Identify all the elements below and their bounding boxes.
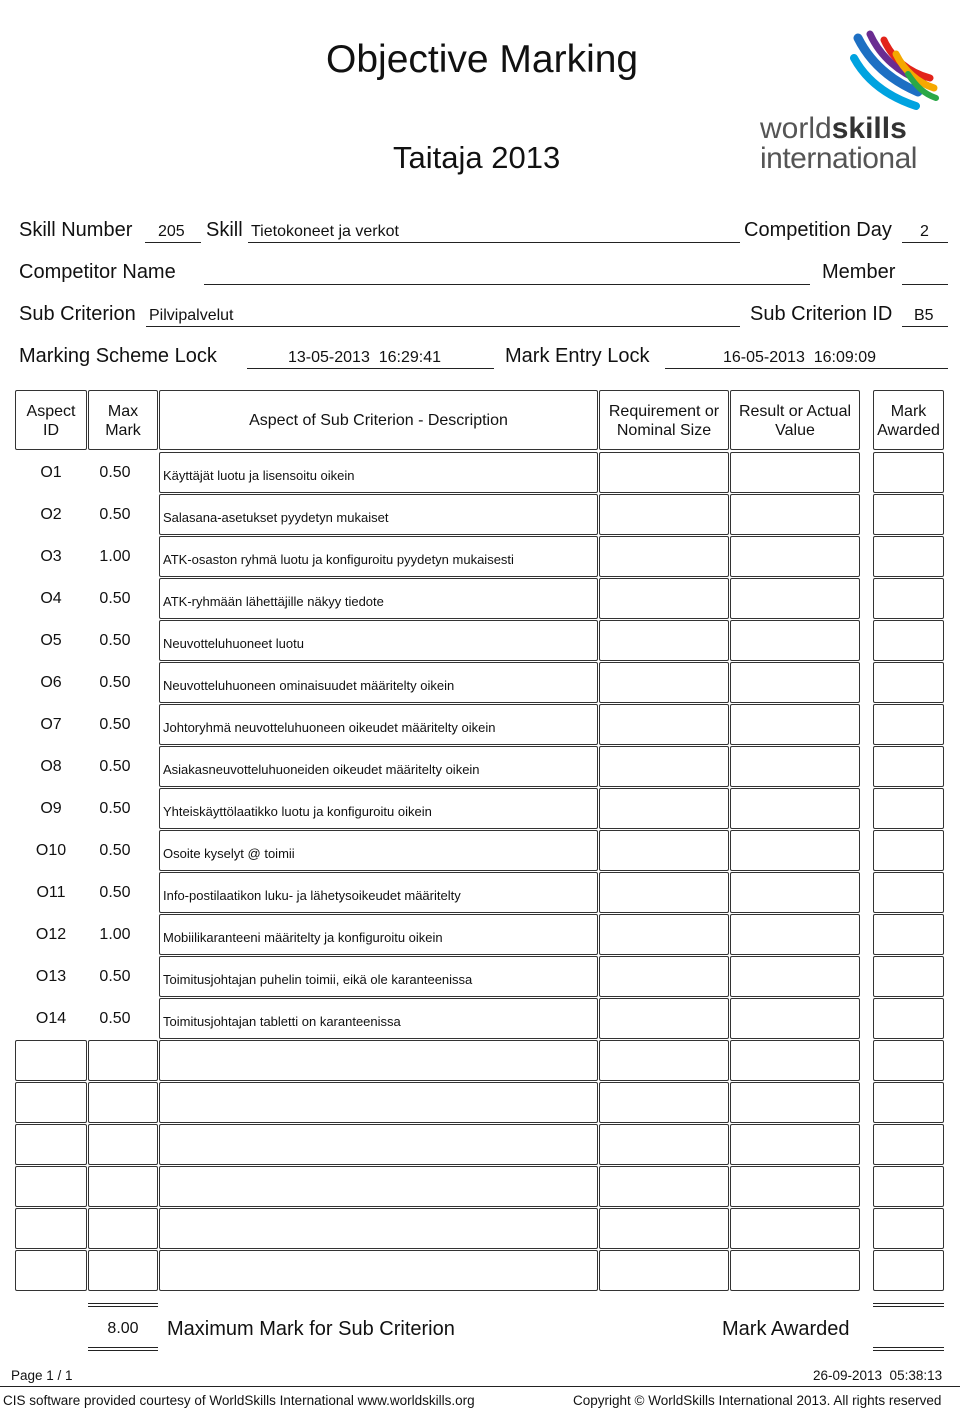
max-mark: 0.50 [99, 884, 131, 901]
aspect-description: ATK-osaston ryhmä luotu ja konfiguroitu pyydetyn mukaisesti [163, 552, 514, 567]
result-cell[interactable] [730, 662, 860, 703]
logo-word-skills: skills [831, 112, 907, 145]
max-mark: 0.50 [99, 800, 131, 817]
print-timestamp: 26-09-2013 05:38:13 [813, 1368, 943, 1383]
courtesy-text: CIS software provided courtesy of WorldSkills International www.worldskills.org [3, 1393, 475, 1408]
worldskills-logo [758, 28, 948, 178]
awarded-cell[interactable] [873, 1208, 944, 1249]
awarded-cell[interactable] [873, 872, 944, 913]
description-cell [159, 1082, 598, 1123]
copyright-text: Copyright © WorldSkills International 2013. All rights reserved [573, 1393, 942, 1408]
aspect-description: Salasana-asetukset pyydetyn mukaiset [163, 510, 389, 525]
requirement-cell[interactable] [599, 788, 729, 829]
aspect-id: O10 [35, 842, 67, 859]
requirement-cell[interactable] [599, 830, 729, 871]
max-mark: 0.50 [99, 758, 131, 775]
awarded-cell[interactable] [873, 998, 944, 1039]
skill-name-value[interactable]: Tietokoneet ja verkot [251, 223, 399, 240]
max-mark: 0.50 [99, 842, 131, 859]
max-mark-cell [88, 1166, 158, 1207]
aspect-id-cell [15, 1208, 87, 1249]
result-cell[interactable] [730, 998, 860, 1039]
requirement-cell[interactable] [599, 1040, 729, 1081]
logo-word-international: international [760, 142, 917, 175]
result-cell[interactable] [730, 746, 860, 787]
awarded-total-rule-bottom [873, 1347, 944, 1351]
mark-entry-lock-underline [665, 368, 948, 369]
aspect-id: O8 [40, 758, 62, 775]
result-cell[interactable] [730, 872, 860, 913]
max-mark: 0.50 [99, 464, 131, 481]
awarded-cell[interactable] [873, 662, 944, 703]
requirement-cell[interactable] [599, 704, 729, 745]
awarded-cell[interactable] [873, 956, 944, 997]
awarded-cell[interactable] [873, 578, 944, 619]
aspect-id-cell [15, 1040, 87, 1081]
result-cell[interactable] [730, 956, 860, 997]
aspect-id: O7 [40, 716, 62, 733]
result-cell[interactable] [730, 1208, 860, 1249]
col-awarded-header: Mark Awarded [877, 403, 940, 439]
max-mark: 0.50 [99, 506, 131, 523]
max-mark-cell [88, 1124, 158, 1165]
aspect-id: O9 [40, 800, 62, 817]
max-mark: 1.00 [99, 926, 131, 943]
result-cell[interactable] [730, 620, 860, 661]
sub-criterion-underline [146, 326, 740, 327]
col-description-header: Aspect of Sub Criterion - Description [249, 412, 508, 429]
max-mark: 0.50 [99, 1010, 131, 1027]
result-cell[interactable] [730, 494, 860, 535]
mark-awarded-total[interactable] [873, 1312, 944, 1342]
marking-scheme-lock-label: Marking Scheme Lock [19, 345, 217, 367]
aspect-id: O6 [40, 674, 62, 691]
result-cell[interactable] [730, 1040, 860, 1081]
logo-swoosh-icon [758, 28, 948, 118]
aspect-id: O1 [40, 464, 62, 481]
awarded-cell[interactable] [873, 1166, 944, 1207]
aspect-id: O11 [36, 884, 66, 901]
requirement-cell[interactable] [599, 956, 729, 997]
result-cell[interactable] [730, 452, 860, 493]
awarded-cell[interactable] [873, 746, 944, 787]
aspect-description: Yhteiskäyttölaatikko luotu ja konfiguroitu oikein [163, 804, 432, 819]
sub-criterion-label: Sub Criterion [19, 303, 136, 325]
sub-criterion-id-underline [902, 326, 948, 327]
requirement-cell[interactable] [599, 872, 729, 913]
max-mark: 0.50 [99, 632, 131, 649]
requirement-cell[interactable] [599, 536, 729, 577]
sub-criterion-id-value[interactable]: B5 [914, 307, 934, 324]
aspect-description: ATK-ryhmään lähettäjille näkyy tiedote [163, 594, 384, 609]
result-cell[interactable] [730, 536, 860, 577]
requirement-cell[interactable] [599, 914, 729, 955]
max-mark: 0.50 [99, 674, 131, 691]
logo-word-world: world [760, 112, 832, 145]
requirement-cell[interactable] [599, 662, 729, 703]
aspect-description: Neuvotteluhuoneen ominaisuudet määritelty oikein [163, 678, 455, 693]
result-cell[interactable] [730, 1250, 860, 1291]
mark-awarded-label: Mark Awarded [722, 1318, 850, 1340]
max-mark-total: 8.00 [107, 1320, 139, 1337]
awarded-cell[interactable] [873, 620, 944, 661]
awarded-cell[interactable] [873, 1082, 944, 1123]
aspect-description: Osoite kyselyt @ toimii [163, 846, 295, 861]
description-cell [159, 1124, 598, 1165]
marking-scheme-lock-value: 13-05-2013 16:29:41 [288, 349, 442, 366]
aspect-id: O14 [35, 1010, 67, 1027]
requirement-cell[interactable] [599, 1250, 729, 1291]
requirement-cell[interactable] [599, 1124, 729, 1165]
skill-number-label: Skill Number [19, 219, 133, 241]
aspect-description: Info-postilaatikon luku- ja lähetysoikeudet määritelty [163, 888, 461, 903]
competition-day-value[interactable]: 2 [920, 223, 929, 240]
aspect-description: Mobiilikaranteeni määritelty ja konfiguroitu oikein [163, 930, 443, 945]
max-mark-cell [88, 1250, 158, 1291]
skill-label: Skill [206, 219, 243, 241]
description-cell [159, 1208, 598, 1249]
aspect-id-cell [15, 1124, 87, 1165]
requirement-cell[interactable] [599, 746, 729, 787]
aspect-id-cell [15, 1166, 87, 1207]
result-cell[interactable] [730, 788, 860, 829]
awarded-cell[interactable] [873, 452, 944, 493]
description-cell [159, 1040, 598, 1081]
footer-divider [0, 1386, 960, 1387]
max-total-rule-bottom [88, 1347, 158, 1351]
max-mark: 1.00 [99, 548, 131, 565]
skill-underline [248, 242, 740, 243]
marking-scheme-lock-underline [247, 368, 494, 369]
aspect-id: O5 [40, 632, 62, 649]
requirement-cell[interactable] [599, 998, 729, 1039]
aspect-description: Toimitusjohtajan puhelin toimii, eikä ole karanteenissa [163, 972, 473, 987]
skill-number-value[interactable]: 205 [158, 223, 185, 240]
mark-entry-lock-value: 16-05-2013 16:09:09 [723, 349, 877, 366]
result-cell[interactable] [730, 830, 860, 871]
col-requirement-header: Requirement or Nominal Size [608, 403, 720, 439]
requirement-cell[interactable] [599, 578, 729, 619]
requirement-cell[interactable] [599, 1082, 729, 1123]
aspect-id-cell [15, 1082, 87, 1123]
page-number: Page 1 / 1 [11, 1368, 73, 1383]
competitor-name-underline [204, 284, 810, 285]
awarded-cell[interactable] [873, 1250, 944, 1291]
description-cell [159, 1250, 598, 1291]
col-aspect-id-header: Aspect ID [26, 403, 76, 439]
page-subtitle: Taitaja 2013 [393, 140, 561, 175]
max-mark: 0.50 [99, 968, 131, 985]
awarded-cell[interactable] [873, 1124, 944, 1165]
sub-criterion-value[interactable]: Pilvipalvelut [149, 307, 234, 324]
requirement-cell[interactable] [599, 620, 729, 661]
result-cell[interactable] [730, 1124, 860, 1165]
competition-day-underline [902, 242, 948, 243]
sub-criterion-id-label: Sub Criterion ID [750, 303, 893, 325]
max-mark-label: Maximum Mark for Sub Criterion [167, 1318, 455, 1340]
max-mark-cell [88, 1082, 158, 1123]
awarded-cell[interactable] [873, 704, 944, 745]
aspect-id: O2 [40, 506, 62, 523]
awarded-total-rule-top [873, 1303, 944, 1307]
page-title: Objective Marking [326, 38, 639, 81]
aspect-id: O13 [35, 968, 67, 985]
mark-entry-lock-label: Mark Entry Lock [505, 345, 650, 367]
awarded-cell[interactable] [873, 494, 944, 535]
result-cell[interactable] [730, 1082, 860, 1123]
competitor-name-label: Competitor Name [19, 261, 176, 283]
requirement-cell[interactable] [599, 452, 729, 493]
aspect-id: O3 [40, 548, 62, 565]
max-mark-cell [88, 1040, 158, 1081]
aspect-id: O12 [35, 926, 67, 943]
result-cell[interactable] [730, 914, 860, 955]
description-cell [159, 1166, 598, 1207]
member-label: Member [822, 261, 896, 283]
col-result-header: Result or Actual Value [738, 403, 852, 439]
aspect-description: Käyttäjät luotu ja lisensoitu oikein [163, 468, 355, 483]
requirement-cell[interactable] [599, 1166, 729, 1207]
awarded-cell[interactable] [873, 1040, 944, 1081]
competition-day-label: Competition Day [744, 219, 892, 241]
aspect-description: Neuvotteluhuoneet luotu [163, 636, 304, 651]
awarded-cell[interactable] [873, 536, 944, 577]
aspect-description: Johtoryhmä neuvotteluhuoneen oikeudet määritelty oikein [163, 720, 496, 735]
max-mark-cell [88, 1208, 158, 1249]
aspect-id: O4 [40, 590, 62, 607]
col-max-mark-header: Max Mark [105, 403, 141, 439]
max-mark: 0.50 [99, 716, 131, 733]
requirement-cell[interactable] [599, 494, 729, 535]
result-cell[interactable] [730, 578, 860, 619]
member-underline [902, 284, 948, 285]
skill-number-underline [145, 242, 201, 243]
awarded-cell[interactable] [873, 830, 944, 871]
requirement-cell[interactable] [599, 1208, 729, 1249]
max-mark: 0.50 [99, 590, 131, 607]
awarded-cell[interactable] [873, 788, 944, 829]
aspect-description: Toimitusjohtajan tabletti on karanteenissa [163, 1014, 401, 1029]
result-cell[interactable] [730, 704, 860, 745]
awarded-cell[interactable] [873, 914, 944, 955]
result-cell[interactable] [730, 1166, 860, 1207]
aspect-description: Asiakasneuvotteluhuoneiden oikeudet määritelty oikein [163, 762, 480, 777]
aspect-id-cell [15, 1250, 87, 1291]
max-total-rule-top [88, 1303, 158, 1307]
